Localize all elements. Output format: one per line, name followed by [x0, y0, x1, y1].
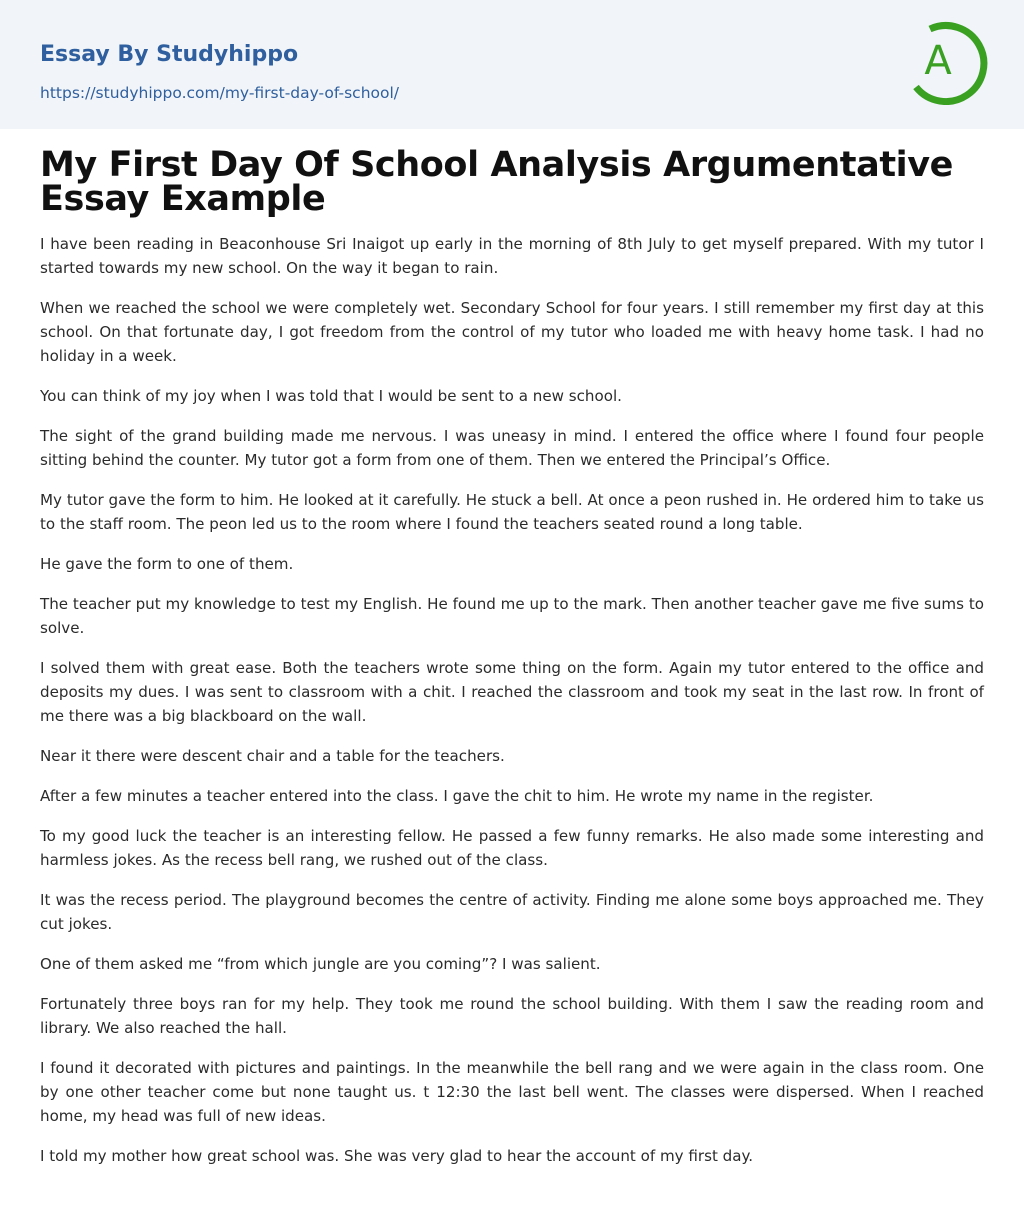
paragraph: The teacher put my knowledge to test my English. He found me up to the mark. Then another teacher gave me five sums to solve.: [40, 595, 984, 637]
article-title: My First Day Of School Analysis Argumentative Essay Example: [40, 145, 954, 219]
paragraph: When we reached the school we were completely wet. Secondary School for four years. I still remember my first day at this school. On that fortunate day, I got freedom from the control of my tutor who loaded me with heavy home task. I had no holiday in a week.: [40, 299, 984, 365]
paragraph: To my good luck the teacher is an interesting fellow. He passed a few funny remarks. He also made some interesting and harmless jokes. As the recess bell rang, we rushed out of the class.: [40, 827, 984, 869]
paragraph: I told my mother how great school was. She was very glad to hear the account of my first day.: [40, 1147, 754, 1165]
paragraph: I have been reading in Beaconhouse Sri Inaigot up early in the morning of 8th July to get myself prepared. With my tutor I started towards my new school. On the way it began to rain.: [40, 235, 984, 277]
article-body: [40, 232, 984, 1168]
paragraph: My tutor gave the form to him. He looked at it carefully. He stuck a bell. At once a peon rushed in. He ordered him to take us to the staff room. The peon led us to the room where I found the teachers seated round a long table.: [40, 491, 984, 533]
paragraph: I found it decorated with pictures and paintings. In the meanwhile the bell rang and we were again in the class room. One by one other teacher come but none taught us. t 12:30 the last bell went. The classes were dispersed. When I reached home, my head was full of new ideas.: [40, 1059, 984, 1125]
paragraph: I solved them with great ease. Both the teachers wrote some thing on the form. Again my tutor entered to the office and deposits my dues. I was sent to classroom with a chit. I reached the classroom and took my seat in the last row. In front of me there was a big blackboard on the wall.: [40, 659, 984, 725]
paragraph: You can think of my joy when I was told that I would be sent to a new school.: [40, 387, 622, 405]
site-name[interactable]: Essay By Studyhippo: [40, 42, 299, 67]
paragraph: Near it there were descent chair and a table for the teachers.: [40, 747, 505, 765]
site-header: [0, 0, 1024, 129]
paragraph: The sight of the grand building made me nervous. I was uneasy in mind. I entered the office where I found four people sitting behind the counter. My tutor got a form from one of them. Then we entered the Principal’s Office.: [40, 427, 984, 469]
paragraph: After a few minutes a teacher entered into the class. I gave the chit to him. He wrote my name in the register.: [40, 787, 874, 805]
paragraph: Fortunately three boys ran for my help. They took me round the school building. With them I saw the reading room and library. We also reached the hall.: [40, 995, 984, 1037]
logo-letter: A: [924, 38, 952, 84]
article: [0, 129, 1024, 1168]
paragraph: One of them asked me “from which jungle are you coming”? I was salient.: [40, 955, 601, 973]
page-url-link[interactable]: https://studyhippo.com/my-first-day-of-school/: [40, 84, 400, 102]
paragraph: It was the recess period. The playground becomes the centre of activity. Finding me alone some boys approached me. They cut jokes.: [40, 891, 984, 933]
studyhippo-logo-icon[interactable]: [904, 17, 992, 105]
paragraph: He gave the form to one of them.: [40, 555, 294, 573]
